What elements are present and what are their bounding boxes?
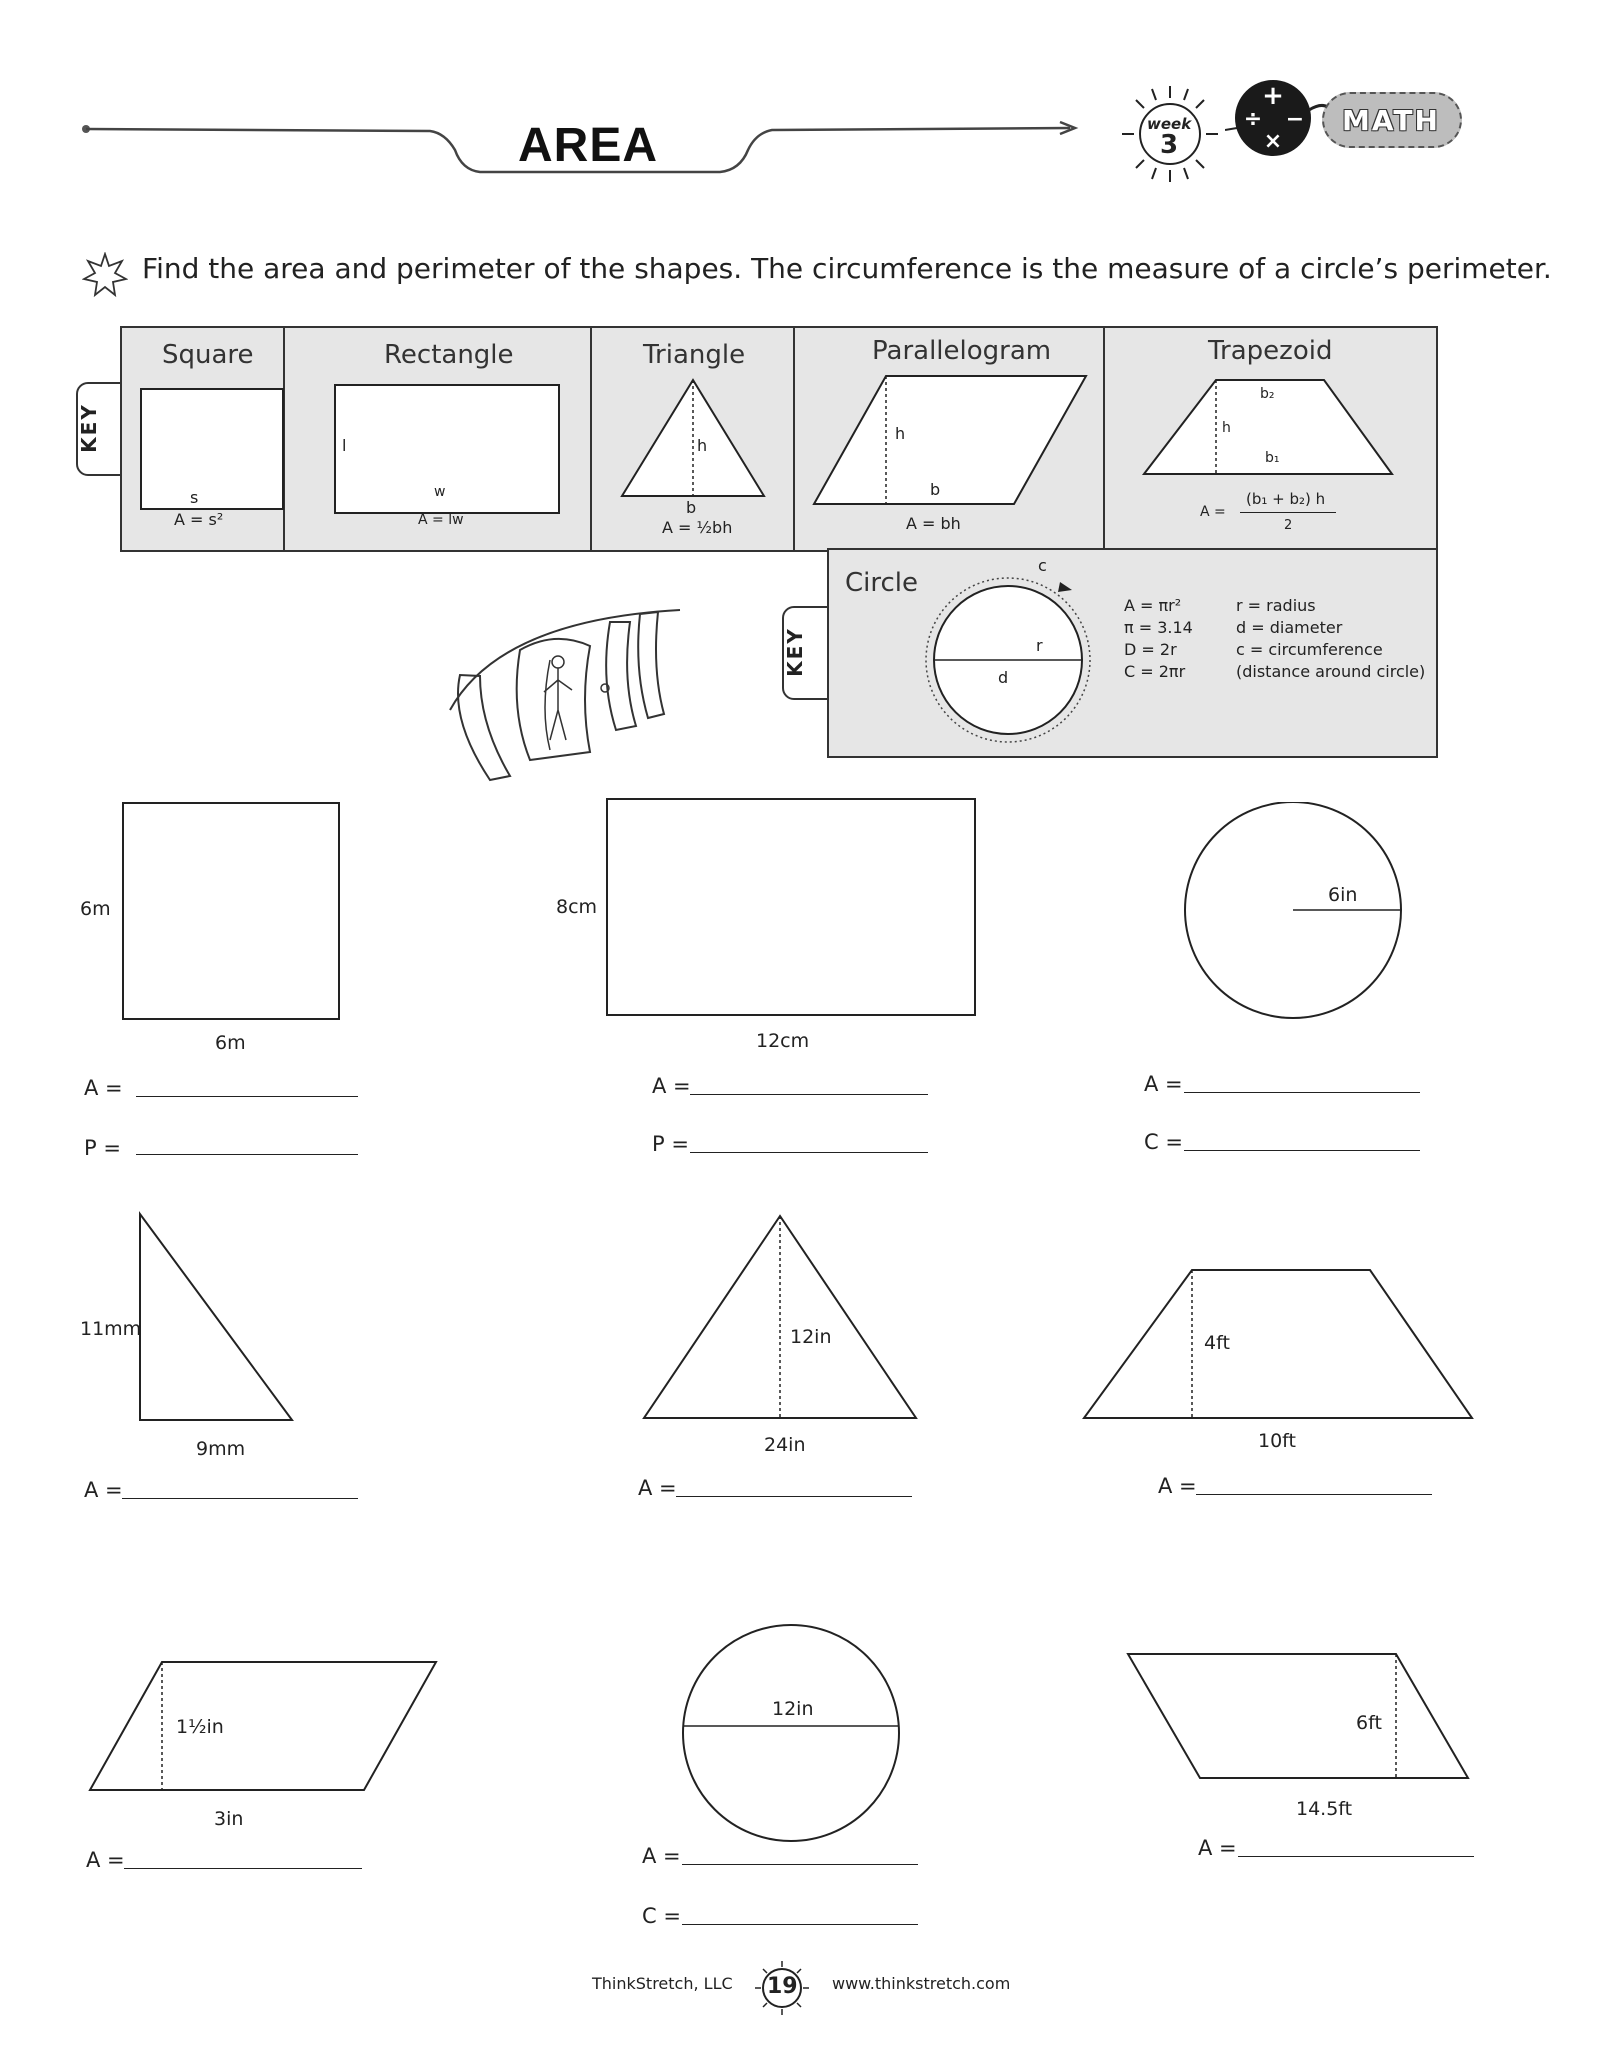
problem-trapezoid-shape [1080, 1266, 1476, 1422]
key-circle-title: Circle [845, 568, 919, 598]
key-divider [793, 326, 795, 550]
key-circle-definition: c = circumference [1236, 640, 1383, 659]
key-rectangle-width-label: w [434, 484, 446, 500]
key-parallelogram-title: Parallelogram [872, 336, 1052, 366]
key-parallelogram-shape [810, 372, 1090, 508]
problem-parallelogram-height-label: 1½in [176, 1716, 224, 1738]
key-trapezoid-formula-numerator: (b₁ + b₂) h [1246, 490, 1326, 508]
key-tab [76, 382, 124, 476]
key-circle-formula: D = 2r [1124, 640, 1177, 659]
problem-trapezoid-height-label: 4ft [1204, 1332, 1230, 1354]
stonehenge-explorer-illustration [440, 600, 700, 790]
problem-circle-radius-shape [1180, 802, 1406, 1028]
problem-circle-circumference-answer-line[interactable] [1184, 1150, 1420, 1151]
footer-company: ThinkStretch, LLC [592, 1974, 733, 1993]
problem-circle-area-answer-line[interactable] [1184, 1092, 1420, 1093]
key-triangle-title: Triangle [643, 340, 746, 370]
week-label: week [1147, 115, 1192, 133]
svg-text:+: + [1262, 81, 1284, 111]
problem-circle-diameter-circumference-answer-line[interactable] [682, 1924, 918, 1925]
problem-rectangle-bottom-label: 12cm [756, 1030, 810, 1052]
problem-square-area-label: A = [84, 1076, 123, 1100]
key-parallelogram-base-label: b [930, 480, 941, 499]
problem-rectangle-perimeter-answer-line[interactable] [690, 1152, 928, 1153]
problem-parallelogram-area-answer-line[interactable] [124, 1868, 362, 1869]
key-circle-formula: C = 2πr [1124, 662, 1186, 681]
problem-circle-area-label: A = [1144, 1072, 1183, 1096]
key-square-title: Square [162, 340, 254, 370]
key-triangle-shape [618, 376, 768, 500]
key-square-side-label: s [190, 488, 199, 507]
key-rectangle-title: Rectangle [384, 340, 514, 370]
key-circle-c-label: c [1038, 556, 1047, 575]
problem-trapezoid-area-answer-line[interactable] [1196, 1494, 1432, 1495]
problem-parallelogram-shape [86, 1658, 440, 1794]
key-square-formula: A = s² [174, 510, 224, 529]
problem-circle-diameter-area-label: A = [642, 1844, 681, 1868]
star-bullet-icon [82, 252, 128, 298]
problem-rectangle-side-label: 8cm [556, 896, 598, 918]
problem-square-area-answer-line[interactable] [136, 1096, 358, 1097]
svg-text:÷: ÷ [1243, 107, 1263, 132]
problem-parallelogram-mirrored-area-answer-line[interactable] [1238, 1856, 1474, 1857]
math-subject-badge [1322, 92, 1462, 148]
key-parallelogram-height-label: h [895, 424, 906, 443]
key-trapezoid-formula-denominator: 2 [1284, 518, 1293, 533]
key-trapezoid-formula-prefix: A = [1200, 504, 1226, 520]
problem-triangle-bottom-label: 24in [764, 1434, 806, 1456]
problem-trapezoid-bottom-label: 10ft [1258, 1430, 1296, 1452]
key-rectangle-shape [334, 384, 560, 514]
key-circle-definition: (distance around circle) [1236, 662, 1426, 681]
page-title: AREA [518, 119, 659, 172]
key-triangle-base-label: b [686, 498, 697, 517]
problem-parallelogram-bottom-label: 3in [214, 1808, 244, 1830]
problem-circle-diameter-shape [678, 1620, 904, 1846]
problem-rectangle-area-label: A = [652, 1074, 691, 1098]
week-number: 3 [1160, 130, 1179, 160]
instructions-text: Find the area and perimeter of the shapes. The circumference is the measure of a circle’s perimeter. [142, 252, 1552, 285]
problem-triangle-area-label: A = [638, 1476, 677, 1500]
problem-rectangle-area-answer-line[interactable] [690, 1094, 928, 1095]
problem-parallelogram-mirrored-area-label: A = [1198, 1836, 1237, 1860]
footer-page-number: 19 [767, 1974, 798, 1999]
subject-label: MATH [1342, 104, 1440, 137]
problem-right-triangle-area-label: A = [84, 1478, 123, 1502]
problem-right-triangle-shape [136, 1210, 296, 1424]
svg-text:×: × [1263, 129, 1283, 154]
key-circle-definition: r = radius [1236, 596, 1316, 615]
problem-right-triangle-bottom-label: 9mm [196, 1438, 246, 1460]
key-circle-shape [920, 568, 1096, 744]
problem-rectangle-perimeter-label: P = [652, 1132, 689, 1156]
svg-text:−: − [1285, 107, 1305, 132]
problem-triangle-height-label: 12in [790, 1326, 832, 1348]
problem-parallelogram-mirrored-bottom-label: 14.5ft [1296, 1798, 1353, 1820]
key-trapezoid-height-label: h [1222, 420, 1231, 436]
key-circle-definition: d = diameter [1236, 618, 1343, 637]
footer-website: www.thinkstretch.com [832, 1974, 1011, 1993]
problem-circle-radius-label: 6in [1328, 884, 1358, 906]
problem-triangle-area-answer-line[interactable] [676, 1496, 912, 1497]
key-triangle-height-label: h [697, 436, 708, 455]
key-rectangle-length-label: l [342, 436, 347, 455]
problem-trapezoid-area-label: A = [1158, 1474, 1197, 1498]
problem-parallelogram-mirrored-shape [1124, 1650, 1472, 1782]
problem-square-perimeter-answer-line[interactable] [136, 1154, 358, 1155]
problem-right-triangle-side-label: 11mm [80, 1318, 142, 1340]
problem-circle-diameter-label: 12in [772, 1698, 814, 1720]
problem-parallelogram-mirrored-height-label: 6ft [1356, 1712, 1382, 1734]
key-trapezoid-title: Trapezoid [1208, 336, 1333, 366]
key-trapezoid-fraction-bar [1240, 512, 1336, 513]
key-divider [1103, 326, 1105, 550]
problem-right-triangle-area-answer-line[interactable] [122, 1498, 358, 1499]
problem-circle-circumference-label: C = [1144, 1130, 1183, 1154]
key-tab-circle [782, 606, 830, 700]
problem-triangle-shape [640, 1212, 920, 1422]
key-divider [590, 326, 592, 550]
key-tab-circle-label: KEY [782, 627, 807, 677]
problem-circle-diameter-circumference-label: C = [642, 1904, 681, 1928]
problem-square-side-label: 6m [80, 898, 111, 920]
key-rectangle-formula: A = lw [418, 512, 464, 528]
problem-parallelogram-area-label: A = [86, 1848, 125, 1872]
key-circle-r-label: r [1036, 636, 1043, 655]
problem-circle-diameter-area-answer-line[interactable] [682, 1864, 918, 1865]
key-parallelogram-formula: A = bh [906, 514, 961, 533]
key-trapezoid-b2-label: b₂ [1260, 386, 1275, 402]
problem-square-shape [122, 802, 340, 1020]
key-circle-formula: A = πr² [1124, 596, 1182, 615]
key-triangle-formula: A = ½bh [662, 518, 733, 537]
problem-rectangle-shape [606, 798, 976, 1016]
key-square-shape [140, 388, 284, 510]
key-circle-d-label: d [998, 668, 1009, 687]
key-trapezoid-b1-label: b₁ [1265, 450, 1280, 466]
problem-square-bottom-label: 6m [215, 1032, 246, 1054]
key-tab-label: KEY [76, 403, 101, 453]
problem-square-perimeter-label: P = [84, 1136, 121, 1160]
key-circle-formula: π = 3.14 [1124, 618, 1193, 637]
